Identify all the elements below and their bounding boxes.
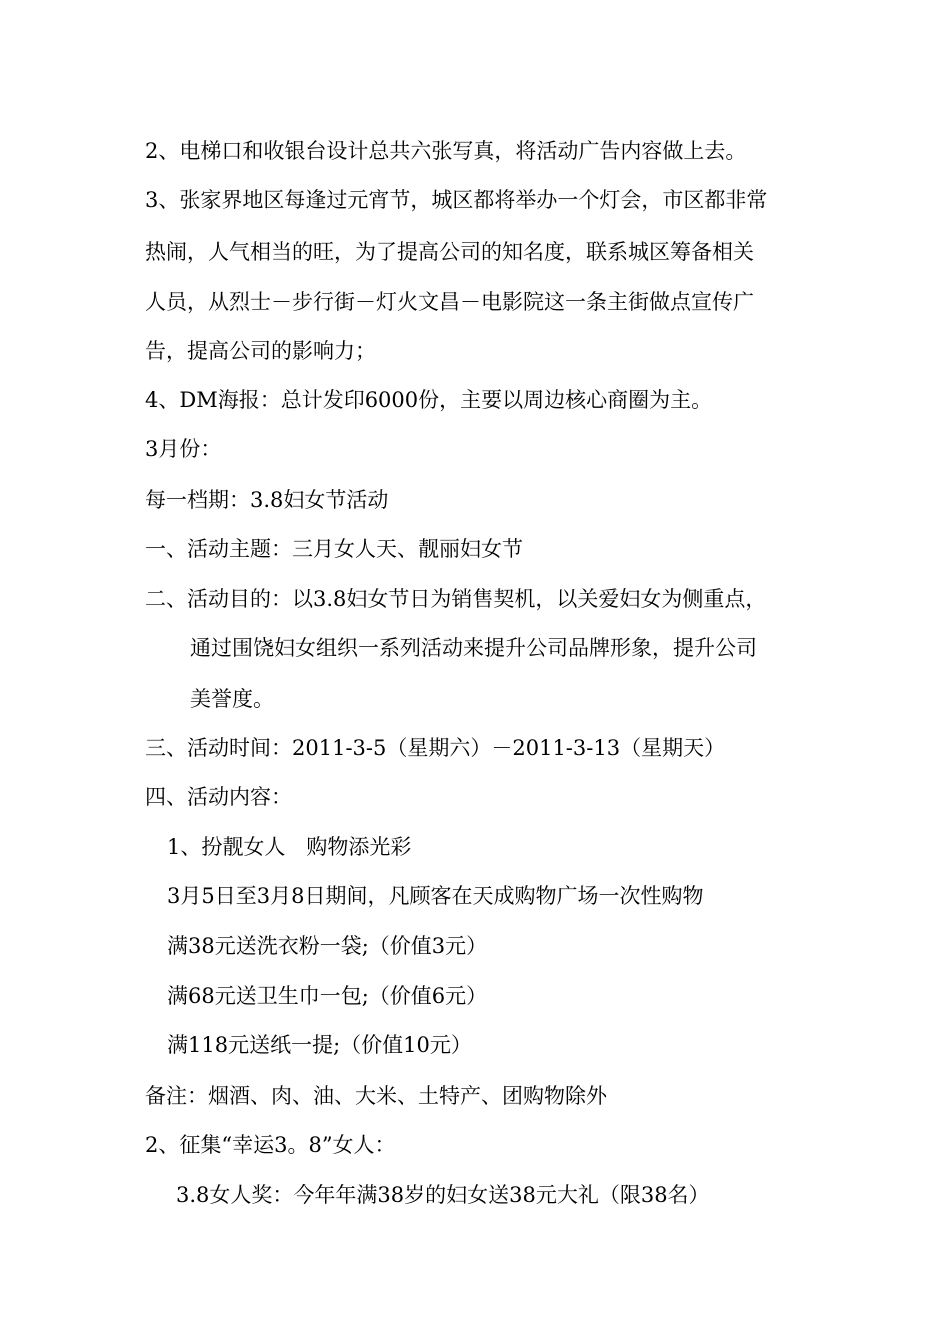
section-heading: 3月份： — [145, 437, 222, 461]
sub-item-text: 满68元送卫生巾一包;（价值6元） — [167, 984, 488, 1008]
paragraph-line: 热闹，人气相当的旺，为了提高公司的知名度，联系城区筹备相关 — [145, 240, 754, 264]
list-item: 一、活动主题：三月女人天、靓丽妇女节 — [145, 537, 523, 561]
paragraph-line: 2、电梯口和收银台设计总共六张写真，将活动广告内容做上去。 — [145, 139, 747, 163]
list-item: 二、活动目的：以3.8妇女节日为销售契机，以关爱妇女为侧重点， — [145, 587, 767, 611]
sub-item: 2、征集“幸运3。8”女人： — [145, 1133, 396, 1157]
sub-item: 1、扮靓女人 购物添光彩 — [167, 835, 412, 859]
paragraph-line: 人员，从烈士－步行街－灯火文昌－电影院这一条主街做点宣传广 — [145, 290, 754, 314]
note-line: 备注：烟酒、肉、油、大米、土特产、团购物除外 — [145, 1084, 607, 1108]
sub-item-text: 3.8女人奖：今年年满38岁的妇女送38元大礼（限38名） — [176, 1183, 710, 1207]
section-heading: 每一档期：3.8妇女节活动 — [145, 488, 389, 512]
paragraph-line: 3、张家界地区每逢过元宵节，城区都将举办一个灯会，市区都非常 — [145, 188, 768, 212]
sub-item-text: 满118元送纸一提;（价值10元） — [167, 1033, 472, 1057]
list-item-continuation: 通过围饶妇女组织一系列活动来提升公司品牌形象，提升公司 — [190, 636, 757, 660]
paragraph-line: 4、DM海报：总计发印6000份，主要以周边核心商圈为主。 — [145, 388, 713, 412]
sub-item-text: 满38元送洗衣粉一袋;（价值3元） — [167, 934, 488, 958]
paragraph-line: 告，提高公司的影响力； — [145, 339, 376, 363]
list-item-continuation: 美誉度。 — [190, 687, 274, 711]
list-item: 四、活动内容： — [145, 785, 292, 809]
list-item: 三、活动时间：2011-3-5（星期六）－2011-3-13（星期天） — [145, 736, 726, 760]
sub-item-text: 3月5日至3月8日期间，凡顾客在天成购物广场一次性购物 — [167, 884, 704, 908]
